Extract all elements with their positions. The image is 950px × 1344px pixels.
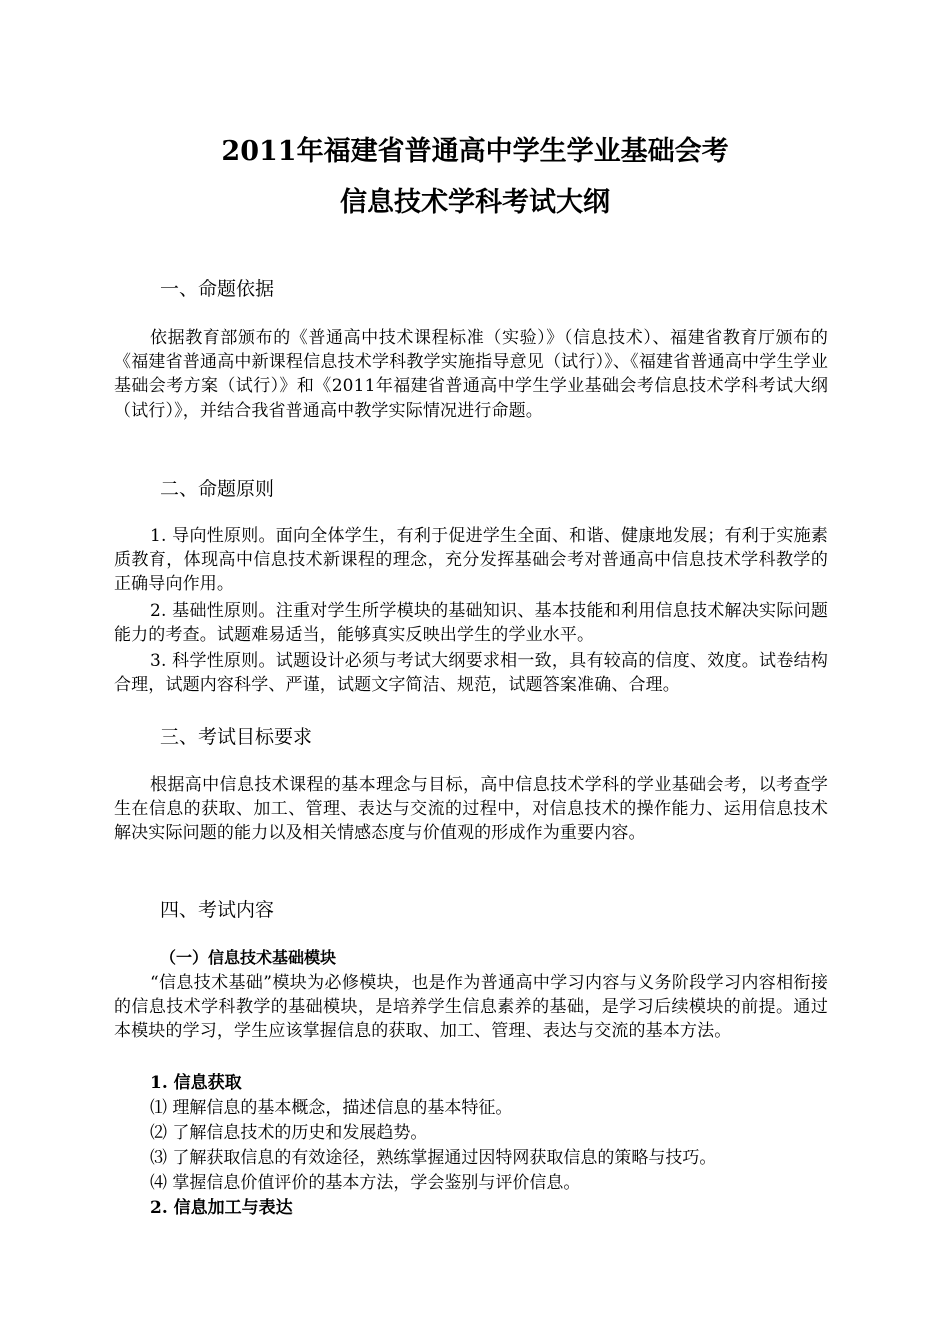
item-heading-info-acquisition: 1. 信息获取	[150, 1073, 242, 1093]
principle-guidance-paragraph: 1. 导向性原则。面向全体学生，有利于促进学生全面、和谐、健康地发展；有利于实施素质教育，体现高中信息技术新课程的理念，充分发挥基础会考对普通高中信息技术学科教学的正确导向作用。	[114, 526, 828, 595]
module-it-basics-paragraph: “信息技术基础”模块为必修模块，也是作为普通高中学习内容与义务阶段学习内容相衔接的信息技术学科教学的基础模块，是培养学生信息素养的基础，是学习后续模块的前提。通过本模块的学习，学生应该掌握信息的获取、加工、管理、表达与交流的基本方法。	[114, 973, 828, 1042]
list-item: ⑶ 了解获取信息的有效途径，熟练掌握通过因特网获取信息的策略与技巧。	[150, 1148, 717, 1168]
section-heading-basis: 一、命题依据	[160, 278, 275, 300]
document-title-line1: 2011年福建省普通高中学生学业基础会考	[221, 136, 729, 167]
list-item: ⑷ 掌握信息价值评价的基本方法，学会鉴别与评价信息。	[150, 1173, 581, 1193]
principle-scientific-paragraph: 3. 科学性原则。试题设计必须与考试大纲要求相一致，具有较高的信度、效度。试卷结构合理，试题内容科学、严谨，试题文字简洁、规范，试题答案准确、合理。	[114, 651, 828, 696]
section-heading-content: 四、考试内容	[160, 899, 275, 921]
item-heading-info-processing: 2. 信息加工与表达	[150, 1198, 293, 1218]
list-item: ⑴ 理解信息的基本概念，描述信息的基本特征。	[150, 1098, 513, 1118]
module-heading-it-basics: （一）信息技术基础模块	[160, 948, 337, 967]
section-heading-principles: 二、命题原则	[160, 478, 275, 500]
list-item: ⑵ 了解信息技术的历史和发展趋势。	[150, 1123, 428, 1143]
section-basis-paragraph: 依据教育部颁布的《普通高中技术课程标准（实验）》（信息技术）、福建省教育厅颁布的《福建省普通高中新课程信息技术学科教学实施指导意见（试行）》、《福建省普通高中学生学业基础会考方案（试行）》和《2011年福建省普通高中学生学业基础会考信息技术学科考试大纲（试行）》，并结合我省普通高中教学实际情况进行命题。	[114, 328, 828, 421]
document-title-line2: 信息技术学科考试大纲	[340, 187, 610, 218]
section-heading-objectives: 三、考试目标要求	[160, 726, 313, 748]
section-objectives-paragraph: 根据高中信息技术课程的基本理念与目标，高中信息技术学科的学业基础会考，以考查学生在信息的获取、加工、管理、表达与交流的过程中，对信息技术的操作能力、运用信息技术解决实际问题的能力以及相关情感态度与价值观的形成作为重要内容。	[114, 775, 828, 844]
principle-basic-paragraph: 2. 基础性原则。注重对学生所学模块的基础知识、基本技能和利用信息技术解决实际问题能力的考查。试题难易适当，能够真实反映出学生的学业水平。	[114, 601, 828, 646]
